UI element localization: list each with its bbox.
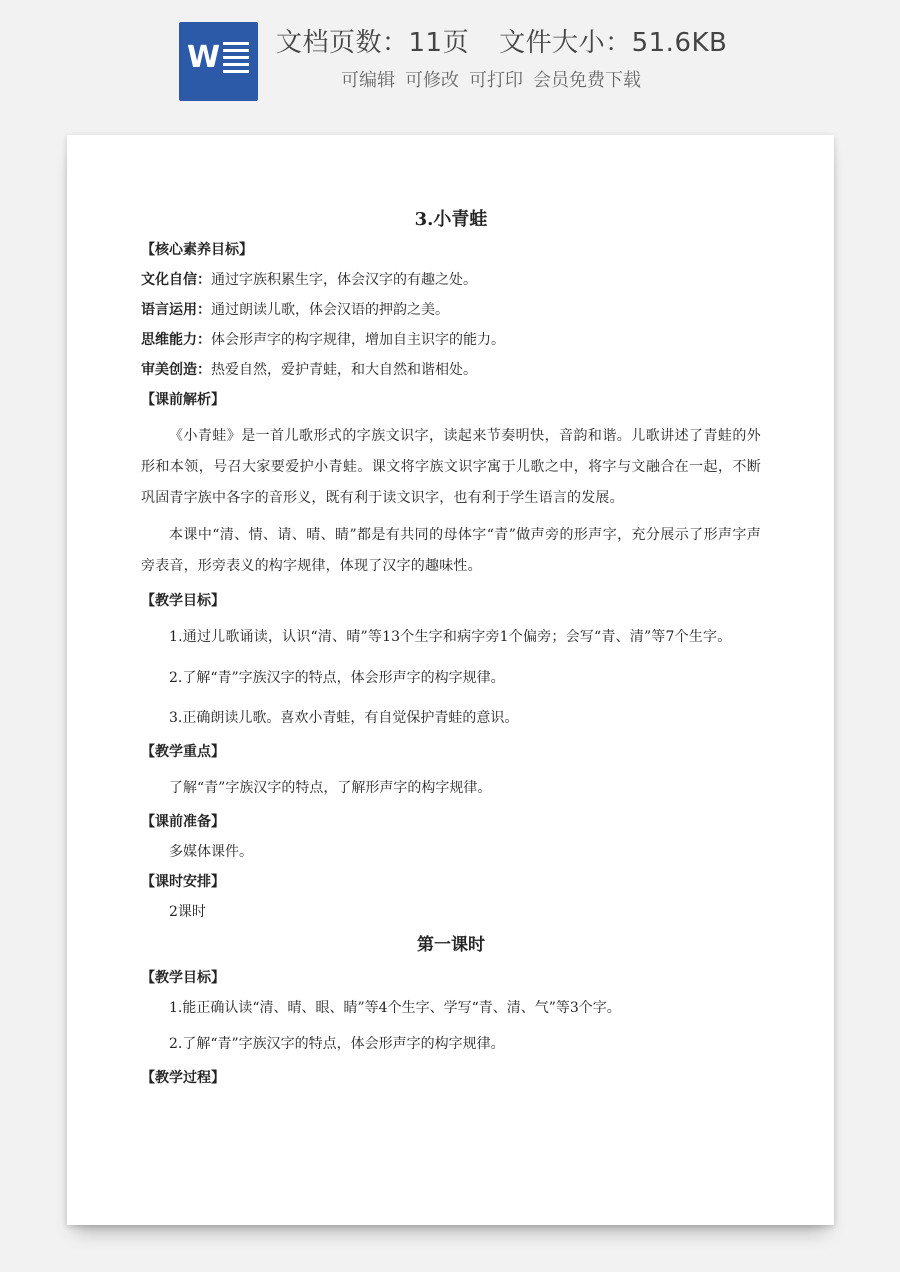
key-points-text: 了解“青”字族汉字的特点，了解形声字的构字规律。 <box>169 780 492 796</box>
file-meta <box>276 22 727 59</box>
lesson-one-title: 第一课时 <box>417 935 485 955</box>
core-goal-item <box>141 265 761 295</box>
core-goal-text: 通过字族积累生字，体会汉字的有趣之处。 <box>211 272 477 288</box>
teaching-goal-item: 1.通过儿歌诵读，认识“清、晴”等13个生字和病字旁1个偏旁；会写“青、清”等7个生字。 <box>169 629 732 645</box>
schedule-text: 2课时 <box>169 904 206 920</box>
word-document-icon <box>179 22 258 101</box>
feature-modifiable: 可修改 <box>405 70 459 91</box>
word-logo-letter: W <box>187 40 221 75</box>
teaching-goals-heading: 【教学目标】 <box>141 593 225 609</box>
feature-list <box>341 66 651 92</box>
core-goal-text: 体会形声字的构字规律，增加自主识字的能力。 <box>211 332 505 348</box>
schedule-heading: 【课时安排】 <box>141 874 225 890</box>
feature-editable: 可编辑 <box>341 70 395 91</box>
lesson-one-goals-heading: 【教学目标】 <box>141 970 225 986</box>
preparation-heading: 【课前准备】 <box>141 814 225 830</box>
core-goal-text: 热爱自然，爱护青蛙，和大自然和谐相处。 <box>211 362 477 378</box>
feature-printable: 可打印 <box>469 70 523 91</box>
page-count: 文档页数：11页 <box>276 28 470 58</box>
core-goals-heading: 【核心素养目标】 <box>141 242 253 258</box>
teaching-goal-item: 2.了解“青”字族汉字的特点，体会形声字的构字规律。 <box>169 670 505 686</box>
core-goal-label: 语言运用： <box>141 302 211 318</box>
teaching-goal-item: 3.正确朗读儿歌。喜欢小青蛙，有自觉保护青蛙的意识。 <box>169 710 519 726</box>
document-page <box>67 135 834 1225</box>
core-goal-label: 思维能力： <box>141 332 211 348</box>
analysis-paragraph: 本课中“清、情、请、晴、睛”都是有共同的母体字“青”做声旁的形声字，充分展示了形声字声旁表音，形旁表义的构字规律，体现了汉字的趣味性。 <box>141 527 761 574</box>
teaching-process-heading: 【教学过程】 <box>141 1070 225 1086</box>
document-title: 3.小青蛙 <box>414 209 488 230</box>
document-content <box>141 205 761 1093</box>
document-lines-icon <box>223 42 249 77</box>
document-info-header <box>0 0 900 130</box>
core-goal-item <box>141 295 761 325</box>
core-goal-item <box>141 355 761 385</box>
analysis-heading: 【课前解析】 <box>141 392 225 408</box>
file-size: 文件大小：51.6KB <box>499 28 728 58</box>
analysis-paragraph: 《小青蛙》是一首儿歌形式的字族文识字，读起来节奏明快，音韵和谐。儿歌讲述了青蛙的外形和本领，号召大家要爱护小青蛙。课文将字族文识字寓于儿歌之中，将字与文融合在一起，不断巩固青字族中各字的音形义，既有利于读文识字，也有利于学生语言的发展。 <box>141 428 761 506</box>
key-points-heading: 【教学重点】 <box>141 744 225 760</box>
lesson-one-goal-item: 1.能正确认读“清、晴、眼、睛”等4个生字、学写“青、清、气”等3个字。 <box>169 1000 621 1016</box>
core-goal-item <box>141 325 761 355</box>
lesson-one-goal-item: 2.了解“青”字族汉字的特点，体会形声字的构字规律。 <box>169 1036 505 1052</box>
feature-member-download: 会员免费下载 <box>533 70 641 91</box>
core-goal-label: 审美创造： <box>141 362 211 378</box>
preparation-text: 多媒体课件。 <box>169 844 253 860</box>
core-goal-text: 通过朗读儿歌，体会汉语的押韵之美。 <box>211 302 449 318</box>
core-goal-label: 文化自信： <box>141 272 211 288</box>
